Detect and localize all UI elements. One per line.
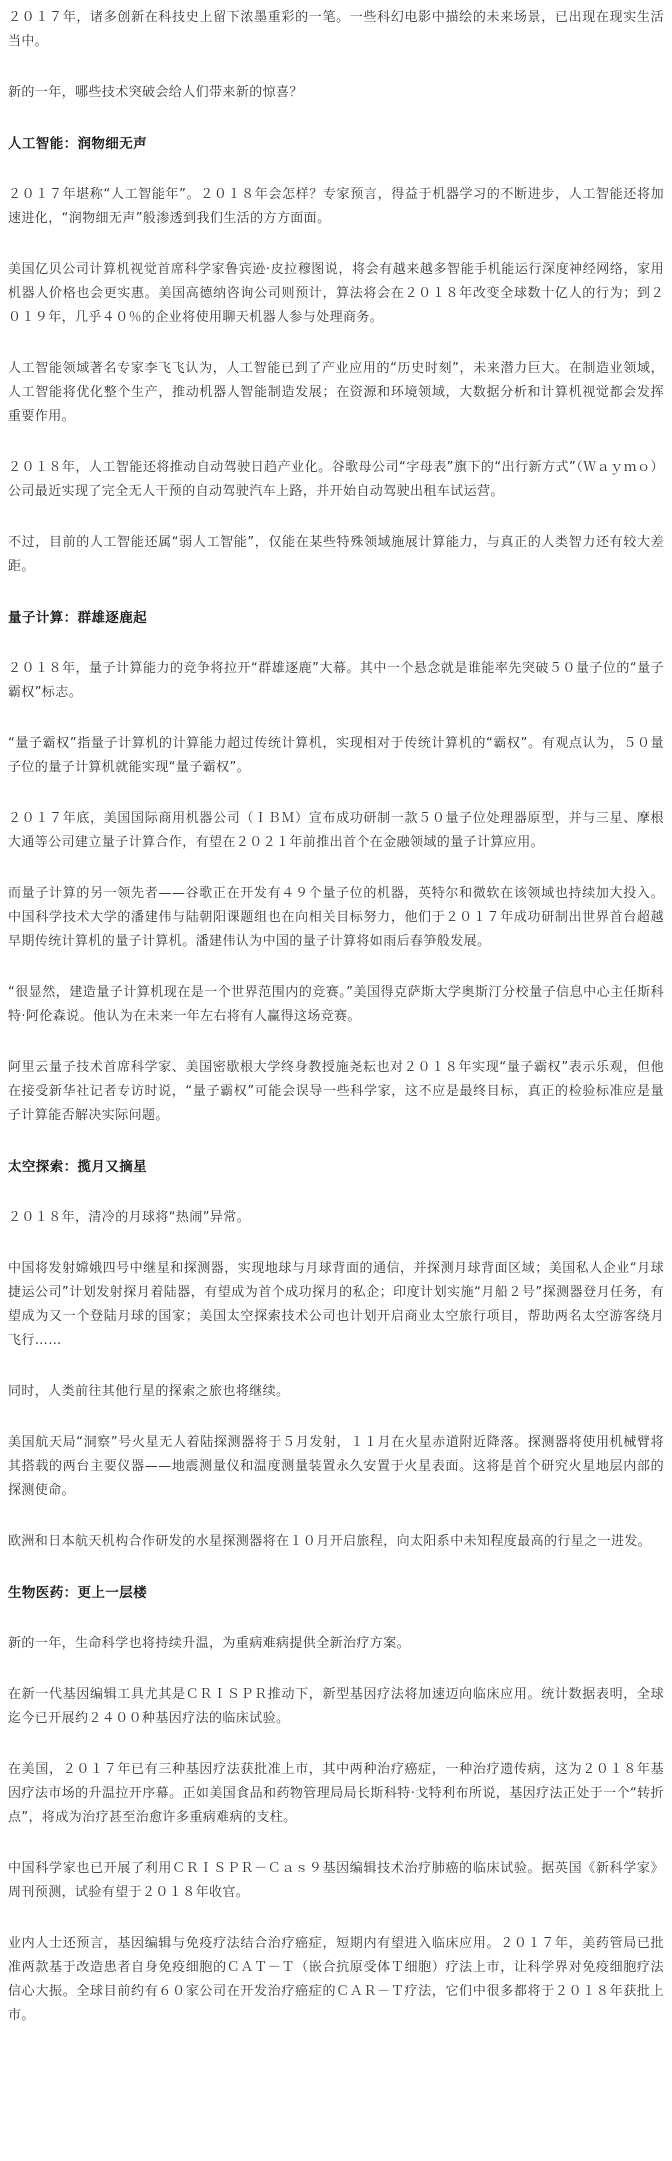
paragraph-ai-2: 美国亿贝公司计算机视觉首席科学家鲁宾逊·皮拉穆图说，将会有越来越多智能手机能运行深度神经网络，家用机器人价格也会更实惠。美国高德纳咨询公司则预计，算法将会在２０１８年改变全球数十亿人的行为；到２０１９年，几乎４０％的企业将使用聊天机器人参与处理商务。 [8, 262, 664, 325]
paragraph-space-2: 中国将发射嫦娥四号中继星和探测器，实现地球与月球背面的通信，并探测月球背面区域；美国私人企业“月球捷运公司”计划发射探月着陆器，有望成为首个成功探月的私企；印度计划实施“月船２号”探测器登月任务，有望成为又一个登陆月球的国家；美国太空探索技术公司也计划开启商业太空旅行项目，帮助两名太空游客绕月飞行…… [8, 1261, 664, 1348]
paragraph-biomed-5: 业内人士还预言，基因编辑与免疫疗法结合治疗癌症，短期内有望进入临床应用。２０１７年，美药管局已批准两款基于改造患者自身免疫细胞的ＣＡＴ－Ｔ（嵌合抗原受体Ｔ细胞）疗法上市，让科学界对免疫细胞疗法信心大振。全球目前约有６０家公司在开发治疗癌症的ＣＡＲ－Ｔ疗法，它们中很多都将于２０１８年获批上市。 [8, 1936, 664, 2023]
paragraph-quantum-3: ２０１７年底，美国国际商用机器公司（ＩＢＭ）宣布成功研制一款５０量子位处理器原型，并与三星、摩根大通等公司建立量子计算合作，有望在２０２１年前推出首个在金融领域的量子计算应用。 [8, 811, 664, 850]
section-heading-ai: 人工智能：润物细无声 [8, 136, 147, 152]
paragraph-intro: ２０１７年，诸多创新在科技史上留下浓墨重彩的一笔。一些科幻电影中描绘的未来场景，已出现在现实生活当中。 [8, 10, 664, 49]
paragraph-space-1: ２０１８年，清冷的月球将“热闹”异常。 [8, 1210, 251, 1225]
paragraph-question: 新的一年，哪些技术突破会给人们带来新的惊喜？ [8, 85, 303, 100]
paragraph-biomed-3: 在美国，２０１７年已有三种基因疗法获批准上市，其中两种治疗癌症，一种治疗遗传病，这为２０１８年基因疗法市场的升温拉开序幕。正如美国食品和药物管理局局长斯科特·戈特利布所说，基因疗法正处于一个“转折点”，将成为治疗甚至治愈许多重病难病的支柱。 [8, 1762, 664, 1825]
paragraph-biomed-1: 新的一年，生命科学也将持续升温，为重病难病提供全新治疗方案。 [8, 1636, 411, 1651]
paragraph-biomed-2: 在新一代基因编辑工具尤其是ＣＲＩＳＰＲ推动下，新型基因疗法将加速迈向临床应用。统计数据表明，全球迄今已开展约２４００种基因疗法的临床试验。 [8, 1687, 664, 1726]
paragraph-ai-3: 人工智能领域著名专家李飞飞认为，人工智能已到了产业应用的“历史时刻”，未来潜力巨大。在制造业领域，人工智能将优化整个生产，推动机器人智能制造发展；在资源和环境领域，大数据分析和计算机视觉都会发挥重要作用。 [8, 361, 664, 424]
section-heading-biomed: 生物医药：更上一层楼 [8, 1585, 147, 1601]
paragraph-quantum-1: ２０１８年，量子计算能力的竞争将拉开“群雄逐鹿”大幕。其中一个悬念就是谁能率先突破５０量子位的“量子霸权”标志。 [8, 661, 664, 700]
paragraph-ai-5: 不过，目前的人工智能还属“弱人工智能”，仅能在某些特殊领域施展计算能力，与真正的人类智力还有较大差距。 [8, 535, 664, 574]
paragraph-space-5: 欧洲和日本航天机构合作研发的水星探测器将在１０月开启旅程，向太阳系中未知程度最高的行星之一进发。 [8, 1534, 652, 1549]
section-heading-space: 太空探索：揽月又摘星 [8, 1159, 147, 1175]
paragraph-quantum-6: 阿里云量子技术首席科学家、美国密歇根大学终身教授施尧耘也对２０１８年实现“量子霸权”表示乐观，但他在接受新华社记者专访时说，“量子霸权”可能会误导一些科学家，这不应是最终目标，真正的检验标准应是量子计算能否解决实际问题。 [8, 1060, 664, 1123]
paragraph-ai-4: ２０１８年，人工智能还将推动自动驾驶日趋产业化。谷歌母公司“字母表”旗下的“出行新方式”（Ｗａｙｍｏ）公司最近实现了完全无人干预的自动驾驶汽车上路，并开始自动驾驶出租车试运营。 [8, 460, 664, 499]
paragraph-space-3: 同时，人类前往其他行星的探索之旅也将继续。 [8, 1384, 290, 1399]
paragraph-biomed-4: 中国科学家也已开展了利用ＣＲＩＳＰＲ－Ｃａｓ９基因编辑技术治疗肺癌的临床试验。据英国《新科学家》周刊预测，试验有望于２０１８年收官。 [8, 1861, 664, 1900]
paragraph-quantum-4: 而量子计算的另一领先者——谷歌正在开发有４９个量子位的机器，英特尔和微软在该领域也持续加大投入。中国科学技术大学的潘建伟与陆朝阳课题组也在向相关目标努力，他们于２０１７年成功研制出世界首台超越早期传统计算机的量子计算机。潘建伟认为中国的量子计算将如雨后春笋般发展。 [8, 886, 664, 949]
paragraph-quantum-2: “量子霸权”指量子计算机的计算能力超过传统计算机，实现相对于传统计算机的“霸权”。有观点认为，５０量子位的量子计算机就能实现“量子霸权”。 [8, 736, 664, 775]
paragraph-quantum-5: “很显然，建造量子计算机现在是一个世界范围内的竞赛。”美国得克萨斯大学奥斯汀分校量子信息中心主任斯科特·阿伦森说。他认为在未来一年左右将有人赢得这场竞赛。 [8, 985, 664, 1024]
section-heading-quantum: 量子计算：群雄逐鹿起 [8, 610, 147, 626]
paragraph-space-4: 美国航天局“洞察”号火星无人着陆探测器将于５月发射，１１月在火星赤道附近降落。探测器将使用机械臂将其搭载的两台主要仪器——地震测量仪和温度测量装置永久安置于火星表面。这将是首个研究火星地层内部的探测使命。 [8, 1435, 664, 1498]
paragraph-ai-1: ２０１７年堪称“人工智能年”。２０１８年会怎样？专家预言，得益于机器学习的不断进步，人工智能还将加速进化，“润物细无声”般渗透到我们生活的方方面面。 [8, 187, 664, 226]
